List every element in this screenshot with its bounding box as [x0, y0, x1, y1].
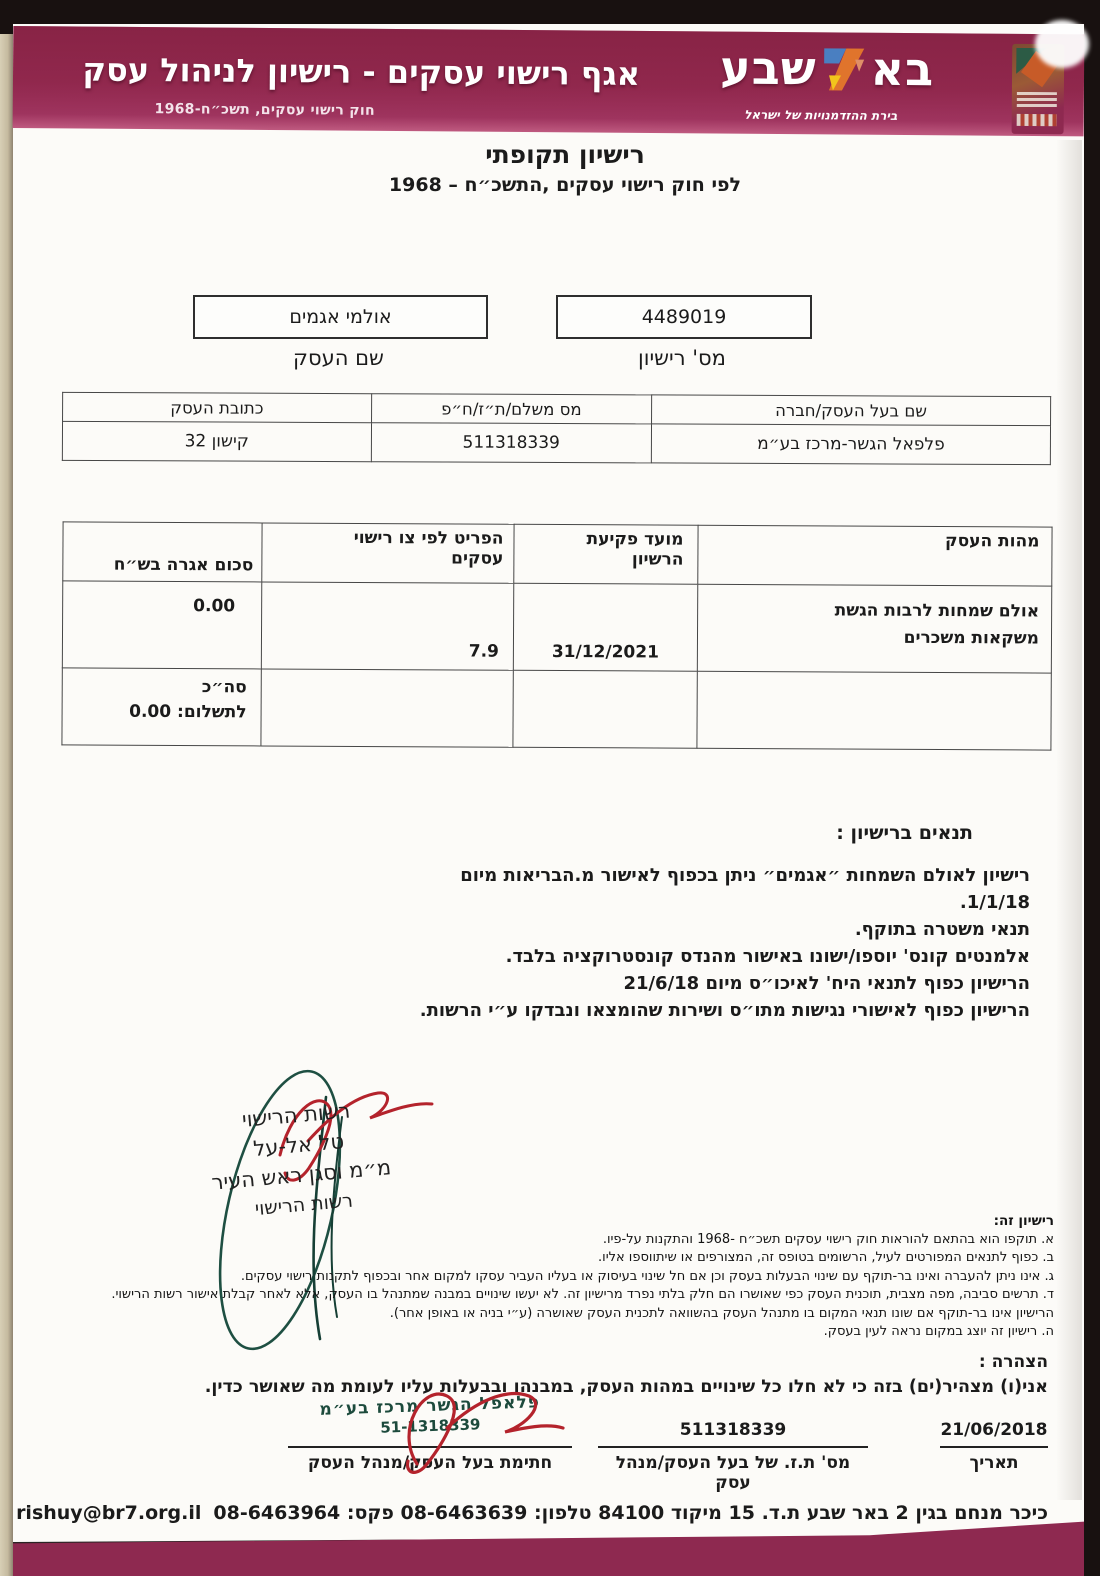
- payer-id-header: מס משלם/ת״ז/ח״פ: [371, 394, 652, 424]
- condition-line: הרישיון כפוף לתנאי היח' לאיכו״ס מיום 21/6/18: [623, 973, 1030, 994]
- conditions-text: [385, 862, 1030, 1024]
- business-nature-header: מהות העסק: [698, 525, 1052, 586]
- stamp-company-number: 51-1318339: [379, 1415, 481, 1437]
- logo-word-left: שבע: [719, 40, 817, 96]
- business-nature-value: אולם שמחות לרבות הגשת משקאות משכרים: [697, 584, 1051, 673]
- fine-print-clause: ה. רישיון זה יוצג במקום נראה לעין בעסק.: [823, 1324, 1054, 1339]
- id-signature-group: [598, 1420, 868, 1493]
- header-band: [13, 26, 1085, 136]
- fine-print-clause: ב. כפוף לתנאים המפורטים לעיל, הרשומים בטופס זה, המצורפים או שיתווספו אליו.: [598, 1250, 1054, 1265]
- license-number-label: מס' רישיון: [638, 346, 726, 370]
- camera-glare: [1035, 20, 1089, 68]
- fine-print-clause: הרישיון אינו בר-תוקף אם שונו תנאי המקום בו מתנהל העסק בהשוואה לתכנית העסק שאושרה (ע״י בניה או באופן אחר).: [389, 1305, 1054, 1321]
- logo-tagline: בירת ההזדמנויות של ישראל: [744, 107, 898, 123]
- authority-line: טל אל-על: [252, 1129, 346, 1161]
- date-label: תאריך: [969, 1453, 1019, 1473]
- beer-sheva-logo: [720, 42, 935, 96]
- stamp-company-name: פלאפל הגשר מרכז בע״מ: [319, 1392, 541, 1420]
- license-details-table: [61, 521, 1052, 750]
- license-number-value: 4489019: [641, 306, 727, 328]
- owner-signature-group: [288, 1392, 572, 1473]
- address-value: קישון 32: [62, 421, 371, 461]
- expiry-date-value: 31/12/2021: [513, 583, 697, 671]
- owner-id-label: מס' ת.ז. של בעל העסק/מנהל עסק: [615, 1453, 851, 1493]
- footer-email: rishuy@br7.org.il: [16, 1502, 202, 1524]
- department-subtitle: חוק רישוי עסקים, תשכ״ח-1968: [154, 101, 375, 119]
- license-table-data-row: [62, 581, 1051, 673]
- declaration-title: הצהרה :: [978, 1352, 1048, 1372]
- fine-print: [46, 1212, 1054, 1342]
- declaration-text: אני(ו) מצהיר(ים) בזה כי לא חלו כל שינויים במהות העסק, במבנהו ובבעלות עליו לעומת מה שאושר כדין.: [204, 1377, 1048, 1397]
- license-number-box: [556, 295, 812, 339]
- fine-print-clause: ד. תרשים סביבה, מפה מצבית, תוכנית העסק כפי שאושרו הם חלק בלתי נפרד מרישיון זה. לא יעשו שינויים במבנה שמתנהל בו העסק, אלא לאחר קבלת אישור רשות הרישוי.: [111, 1287, 1054, 1302]
- owner-id-value: 511318339: [598, 1420, 868, 1448]
- department-title: אגף רישוי עסקים - רישיון לניהול עסק: [82, 50, 641, 93]
- logo-word-right: בא: [870, 41, 935, 97]
- licensing-item-value: 7.9: [261, 582, 513, 670]
- conditions-label: תנאים ברישיון :: [836, 822, 973, 844]
- fine-print-clause: א. תוקפו הוא בהתאם להוראות חוק רישוי עסקים תשכ״ח -1968 והתקנות על-פיו.: [602, 1231, 1054, 1247]
- license-table-total-row: [62, 668, 1051, 750]
- authority-line: רשות הרישוי: [254, 1189, 354, 1221]
- address-header: כתובת העסק: [63, 392, 372, 422]
- document-title: רישיון תקופתי: [485, 140, 645, 169]
- license-table-header-row: [63, 522, 1052, 586]
- payer-id-value: 511318339: [371, 423, 652, 463]
- scan-left-edge: [0, 34, 13, 1576]
- owner-name-value: פלפאל הגשר-מרכז בע״מ: [651, 424, 1050, 465]
- owner-table-header-row: [63, 392, 1051, 425]
- total-value: לתשלום: 0.00: [129, 701, 247, 723]
- licensing-item-header: הפריט לפי צו רישוי עסקים: [262, 523, 514, 583]
- expiry-date-header: מועד פקיעת הרשיון: [514, 524, 698, 584]
- total-to-pay: [62, 668, 261, 746]
- condition-line: תנאי משטרה בתוקף.: [854, 919, 1030, 940]
- business-name-value: אולמי אגמים: [289, 306, 392, 328]
- document-heading: [250, 140, 880, 196]
- condition-line: הרישיון כפוף לאישורי נגישות מתו״ס ושירות שהומצאו ונבדקו ע״י הרשות.: [419, 1000, 1030, 1021]
- fine-print-clause: ג. אינו ניתן להעברה ואינו בר-תוקף עם שינוי הבעלות בעסק וכן אם חל שינוי בעיסוק או בעליו העביר עסקו למקום אחר ובכפוף לתקנות רישוי עסקים.: [240, 1268, 1054, 1284]
- signature-line: [288, 1392, 572, 1448]
- owner-name-header: שם בעל העסק/חברה: [652, 395, 1051, 426]
- authority-line: מ״מ וסגן ראש העיר: [210, 1155, 393, 1195]
- empty-cell: [513, 670, 697, 748]
- paper-page: [13, 24, 1084, 1576]
- owner-signature-label: חתימת בעל העסק/מנהל העסק: [307, 1453, 553, 1473]
- business-name-box: [193, 295, 488, 339]
- date-signature-group: [940, 1420, 1048, 1473]
- footer-address: כיכר מנחם בגין 2 באר שבע ת.ד. 15 מיקוד 84100 טלפון: 08-6463639 פקס: 08-6463964: [213, 1502, 1048, 1524]
- date-value: 21/06/2018: [940, 1420, 1048, 1448]
- condition-line: רישיון לאולם השמחות ״אגמים״ ניתן בכפוף לאישור מ.הבריאות מיום 1/1/18.: [460, 865, 1030, 913]
- owner-details-table: [62, 392, 1051, 465]
- page-right-shadow: [1056, 140, 1082, 1500]
- fee-amount-header: סכום אגרה בש״ח: [63, 522, 262, 582]
- total-label: סה״כ: [201, 677, 247, 698]
- emblem-base: [1017, 114, 1057, 126]
- fee-amount-value: 0.00: [62, 581, 261, 669]
- owner-table-value-row: [62, 421, 1050, 464]
- emblem-stripes: [1017, 92, 1057, 108]
- beer-sheva-logo-mark-icon: [821, 46, 865, 92]
- empty-cell: [697, 671, 1051, 750]
- business-name-label: שם העסק: [293, 346, 384, 370]
- authority-line: רשות הרישוי: [240, 1098, 352, 1132]
- footer-contact-line: [16, 1502, 1048, 1524]
- empty-cell: [261, 669, 513, 747]
- document-subtitle: לפי חוק רישוי עסקים ,התשכ״ח – 1968: [388, 174, 742, 196]
- fine-print-title: רישיון זה:: [993, 1213, 1054, 1229]
- condition-line: אלמנטים קונס' יוספו/ישונו באישור מהנדס קונסטרוקציה בלבד.: [505, 946, 1030, 967]
